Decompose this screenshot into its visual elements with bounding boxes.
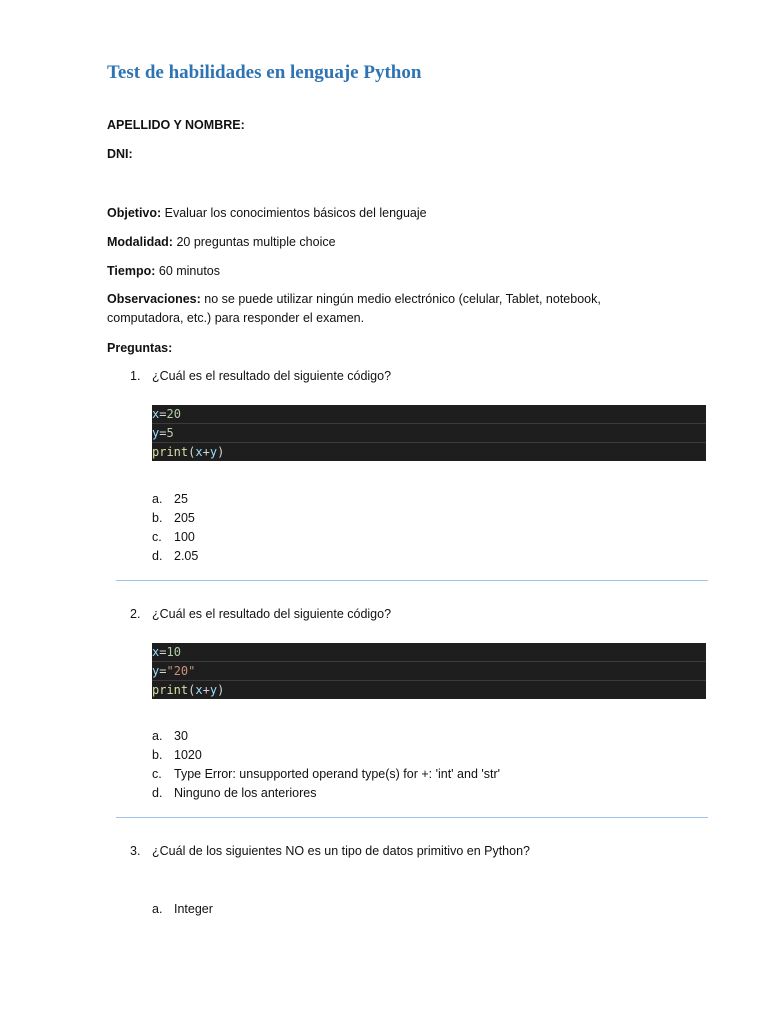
dni-label: DNI: bbox=[107, 147, 133, 161]
code-line: x=10 bbox=[152, 643, 706, 662]
option-a: a. 25 bbox=[152, 492, 188, 506]
option-b: b. 1020 bbox=[152, 748, 202, 762]
question-number: 1. bbox=[130, 369, 141, 383]
options-list-1 bbox=[152, 490, 198, 566]
option-c: c. 100 bbox=[152, 530, 195, 544]
code-line: y=5 bbox=[152, 424, 706, 443]
tiempo-line: Tiempo: 60 minutos bbox=[107, 264, 221, 278]
options-list-3 bbox=[152, 900, 213, 919]
question-number: 3. bbox=[130, 844, 141, 858]
option-d: d. 2.05 bbox=[152, 549, 199, 563]
code-line: y="20" bbox=[152, 662, 706, 681]
question-text: ¿Cuál es el resultado del siguiente código? bbox=[152, 607, 392, 621]
code-block-1 bbox=[152, 405, 706, 461]
option-b: b. 205 bbox=[152, 511, 195, 525]
option-d: d. Ninguno de los anteriores bbox=[152, 786, 317, 800]
code-line: x=20 bbox=[152, 405, 706, 424]
question-2 bbox=[130, 607, 391, 621]
code-line: print(x+y) bbox=[152, 445, 225, 459]
options-list-2 bbox=[152, 727, 500, 803]
objetivo-line: Objetivo: Evaluar los conocimientos básicos del lenguaje bbox=[107, 206, 427, 220]
question-text: ¿Cuál de los siguientes NO es un tipo de datos primitivo en Python? bbox=[152, 844, 530, 858]
observaciones-line: Observaciones: no se puede utilizar ningún medio electrónico (celular, Tablet, notebook, computadora, etc.) para responder el examen. bbox=[107, 292, 601, 325]
question-3 bbox=[130, 844, 530, 858]
option-a: a. Integer bbox=[152, 902, 213, 916]
separator-line bbox=[116, 580, 708, 581]
question-text: ¿Cuál es el resultado del siguiente código? bbox=[152, 369, 392, 383]
name-label: APELLIDO Y NOMBRE: bbox=[107, 118, 245, 132]
question-1 bbox=[130, 369, 391, 383]
option-c: c. Type Error: unsupported operand type(s) for +: 'int' and 'str' bbox=[152, 767, 501, 781]
code-line: print(x+y) bbox=[152, 683, 225, 697]
code-block-2 bbox=[152, 643, 706, 699]
preguntas-label: Preguntas: bbox=[107, 341, 173, 355]
question-number: 2. bbox=[130, 607, 141, 621]
option-a: a. 30 bbox=[152, 729, 188, 743]
document-title: Test de habilidades en lenguaje Python bbox=[107, 62, 422, 83]
modalidad-line: Modalidad: 20 preguntas multiple choice bbox=[107, 235, 336, 249]
separator-line bbox=[116, 817, 708, 818]
